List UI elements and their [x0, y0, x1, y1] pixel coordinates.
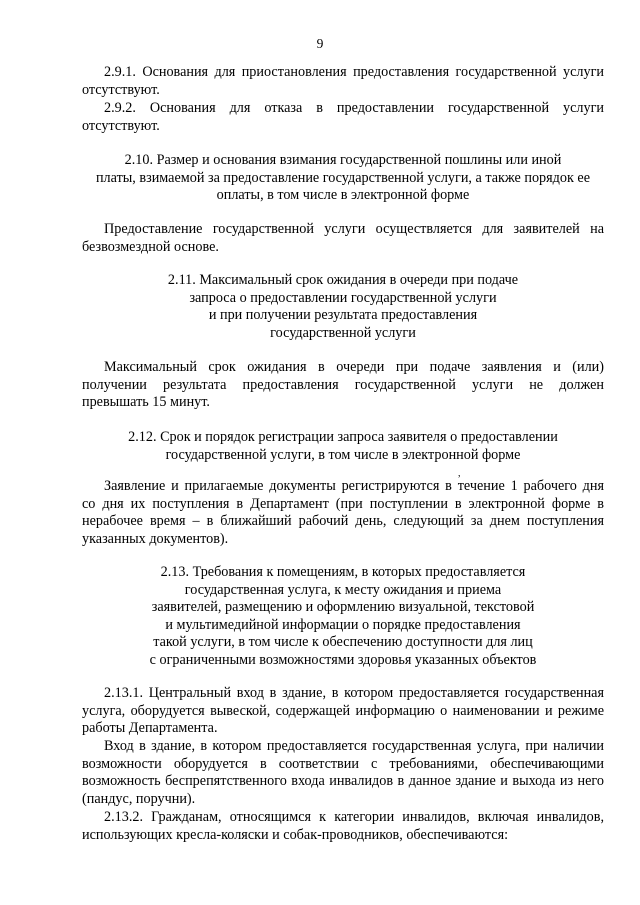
- heading-line: государственной услуги, в том числе в электронной форме: [165, 446, 521, 463]
- scan-mark: ,: [458, 468, 461, 479]
- heading-line: платы, взимаемой за предоставление государственной услуги, а также порядок ее: [95, 169, 591, 186]
- heading-line: и при получении результата предоставления: [208, 307, 478, 324]
- text-line: указанных документов).: [82, 530, 229, 547]
- heading-line: оплаты, в том числе в электронной форме: [216, 187, 470, 204]
- heading-2-13: [82, 564, 604, 670]
- heading-line: 2.12. Срок и порядок регистрации запроса заявителя о предоставлении: [128, 429, 558, 445]
- page-number: 9: [316, 36, 324, 51]
- paragraph-2-12: [82, 478, 604, 548]
- paragraph-2-13-1-entrance: [82, 738, 604, 808]
- text-line: Вход в здание, в котором предоставляется государственная услуга, при наличии: [104, 738, 604, 754]
- paragraph-2-11: [82, 359, 604, 412]
- text-line: отсутствуют.: [82, 117, 160, 134]
- heading-2-10: [82, 152, 604, 205]
- text-line: работы Департамента.: [82, 720, 218, 737]
- heading-2-11: [82, 272, 604, 342]
- heading-line: 2.13. Требования к помещениям, в которых предоставляется: [160, 564, 526, 580]
- paragraph-2-10: [82, 221, 604, 256]
- heading-line: государственная услуга, к месту ожидания и приема: [184, 581, 502, 598]
- text-line: со дня их поступления в Департамент (при поступлении в электронной форме в: [82, 495, 604, 512]
- text-line: безвозмездной основе.: [82, 238, 219, 255]
- text-line: услуга, оборудуется вывеской, содержащей информацию о наименовании и режиме: [82, 702, 604, 719]
- text-line: получении результата предоставления государственной услуги не должен: [82, 376, 604, 393]
- text-line: Максимальный срок ожидания в очереди при подаче заявления и (или): [104, 359, 604, 375]
- heading-2-12: [82, 429, 604, 464]
- heading-line: государственной услуги: [270, 324, 416, 341]
- text-line: использующих кресла-коляски и собак-проводников, обеспечиваются:: [82, 826, 509, 843]
- paragraph-2-13-1: [82, 685, 604, 738]
- heading-line: запроса о предоставлении государственной услуги: [189, 289, 497, 306]
- text-line: 2.9.2. Основания для отказа в предоставлении государственной услуги: [104, 100, 604, 116]
- text-line: 2.13.1. Центральный вход в здание, в котором предоставляется государственная: [104, 685, 604, 701]
- text-line: (пандус, поручни).: [82, 790, 196, 807]
- paragraph-2-13-2: [82, 809, 604, 844]
- text-line: Заявление и прилагаемые документы регистрируются в течение 1 рабочего дня: [104, 478, 604, 494]
- heading-line: 2.11. Максимальный срок ожидания в очереди при подаче: [167, 272, 519, 288]
- heading-line: и мультимедийной информации о порядке предоставления: [165, 616, 521, 633]
- heading-line: заявителей, размещению и оформлению визуальной, текстовой: [151, 599, 535, 616]
- text-line: Предоставление государственной услуги осуществляется для заявителей на: [104, 221, 604, 237]
- text-line: возможность беспрепятственного входа инвалидов в данное здание и выхода из него: [82, 773, 604, 790]
- paragraph-2-9-1: [82, 64, 604, 99]
- heading-line: с ограниченными возможностями здоровья указанных объектов: [149, 651, 537, 668]
- heading-line: такой услуги, в том числе к обеспечению доступности для лиц: [153, 634, 533, 651]
- text-line: возможности оборудуется в соответствии с требованиями, обеспечивающими: [82, 755, 604, 772]
- heading-line: 2.10. Размер и основания взимания государственной пошлины или иной: [124, 152, 562, 168]
- text-line: превышать 15 минут.: [82, 394, 210, 411]
- text-line: нерабочее время – в ближайший рабочий день, следующий за днем поступления: [82, 513, 604, 530]
- text-line: 2.13.2. Гражданам, относящимся к категории инвалидов, включая инвалидов,: [104, 809, 604, 825]
- paragraph-2-9-2: [82, 100, 604, 135]
- text-line: отсутствуют.: [82, 81, 160, 98]
- text-line: 2.9.1. Основания для приостановления предоставления государственной услуги: [104, 64, 604, 80]
